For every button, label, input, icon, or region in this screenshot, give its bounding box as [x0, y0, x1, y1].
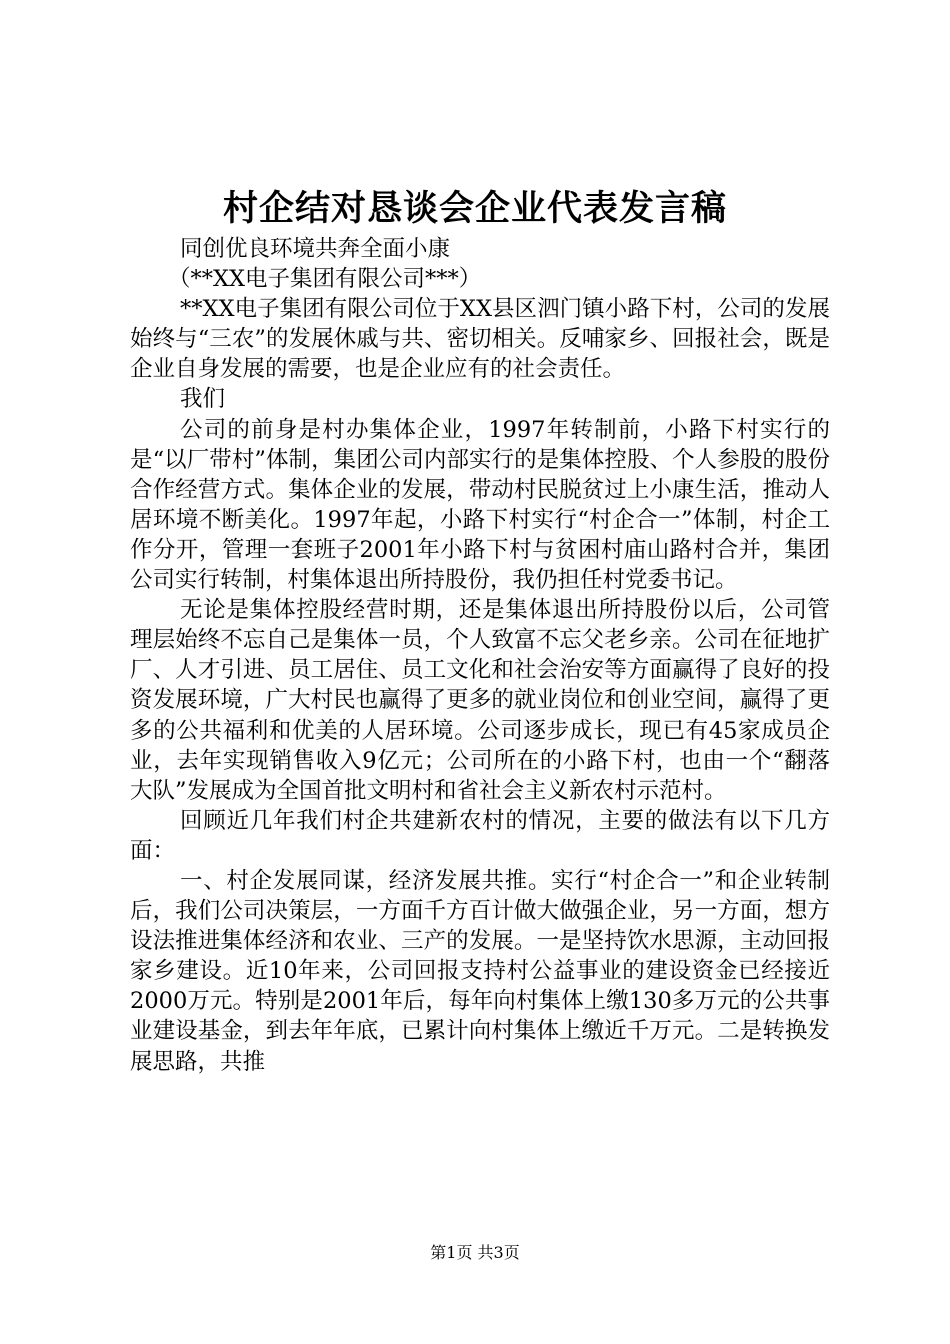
paragraph-4: 无论是集体控股经营时期，还是集体退出所持股份以后，公司管理层始终不忘自己是集体一员，个人致富不忘父老乡亲。公司在征地扩厂、人才引进、员工居住、员工文化和社会治安等方面赢得了良好的投资发展环境，广大村民也赢得了更多的就业岗位和创业空间，赢得了更多的公共福利和优美的人居环境。公司逐步成长，现已有45家成员企业，去年实现销售收入9亿元；公司所在的小路下村，也由一个“翻落大队”发展成为全国首批文明村和省社会主义新农村示范村。	[130, 597, 830, 804]
paragraph-2: 我们	[180, 386, 226, 413]
paragraph-6: 一、村企发展同谋，经济发展共推。实行“村企合一”和企业转制后，我们公司决策层，一方面千方百计做大做强企业，另一方面，想方设法推进集体经济和农业、三产的发展。一是坚持饮水思源，主动回报家乡建设。近10年来，公司回报支持村公益事业的建设资金已经接近2000万元。特别是2001年后，每年向村集体上缴130多万元的公共事业建设基金，到去年年底，已累计向村集体上缴近千万元。二是转换发展思路，共推	[130, 867, 830, 1075]
document-title: 村企结对恳谈会企业代表发言稿	[222, 188, 727, 229]
page-footer: 第1页 共3页	[430, 1243, 520, 1262]
paragraph-3: 公司的前身是村办集体企业，1997年转制前，小路下村实行的是“以厂带村”体制，集团公司内部实行的是集体控股、个人参股的股份合作经营方式。集体企业的发展，带动村民脱贫过上小康生活，推动人居环境不断美化。1997年起，小路下村实行“村企合一”体制，村企工作分开，管理一套班子2001年小路下村与贫困村庙山路村合并，集团公司实行转制，村集体退出所持股份，我仍担任村党委书记。	[130, 416, 830, 594]
subtitle: 同创优良环境共奔全面小康	[180, 236, 451, 262]
document-body	[130, 234, 830, 1077]
paragraph-5: 回顾近几年我们村企共建新农村的情况，主要的做法有以下几方面：	[130, 807, 830, 864]
paragraph-1: **XX电子集团有限公司位于XX县区泗门镇小路下村，公司的发展始终与“三农”的发展休戚与共、密切相关。反哺家乡、回报社会，既是企业自身发展的需要，也是企业应有的社会责任。	[130, 296, 830, 383]
company-line: （**XX电子集团有限公司***）	[168, 266, 482, 293]
